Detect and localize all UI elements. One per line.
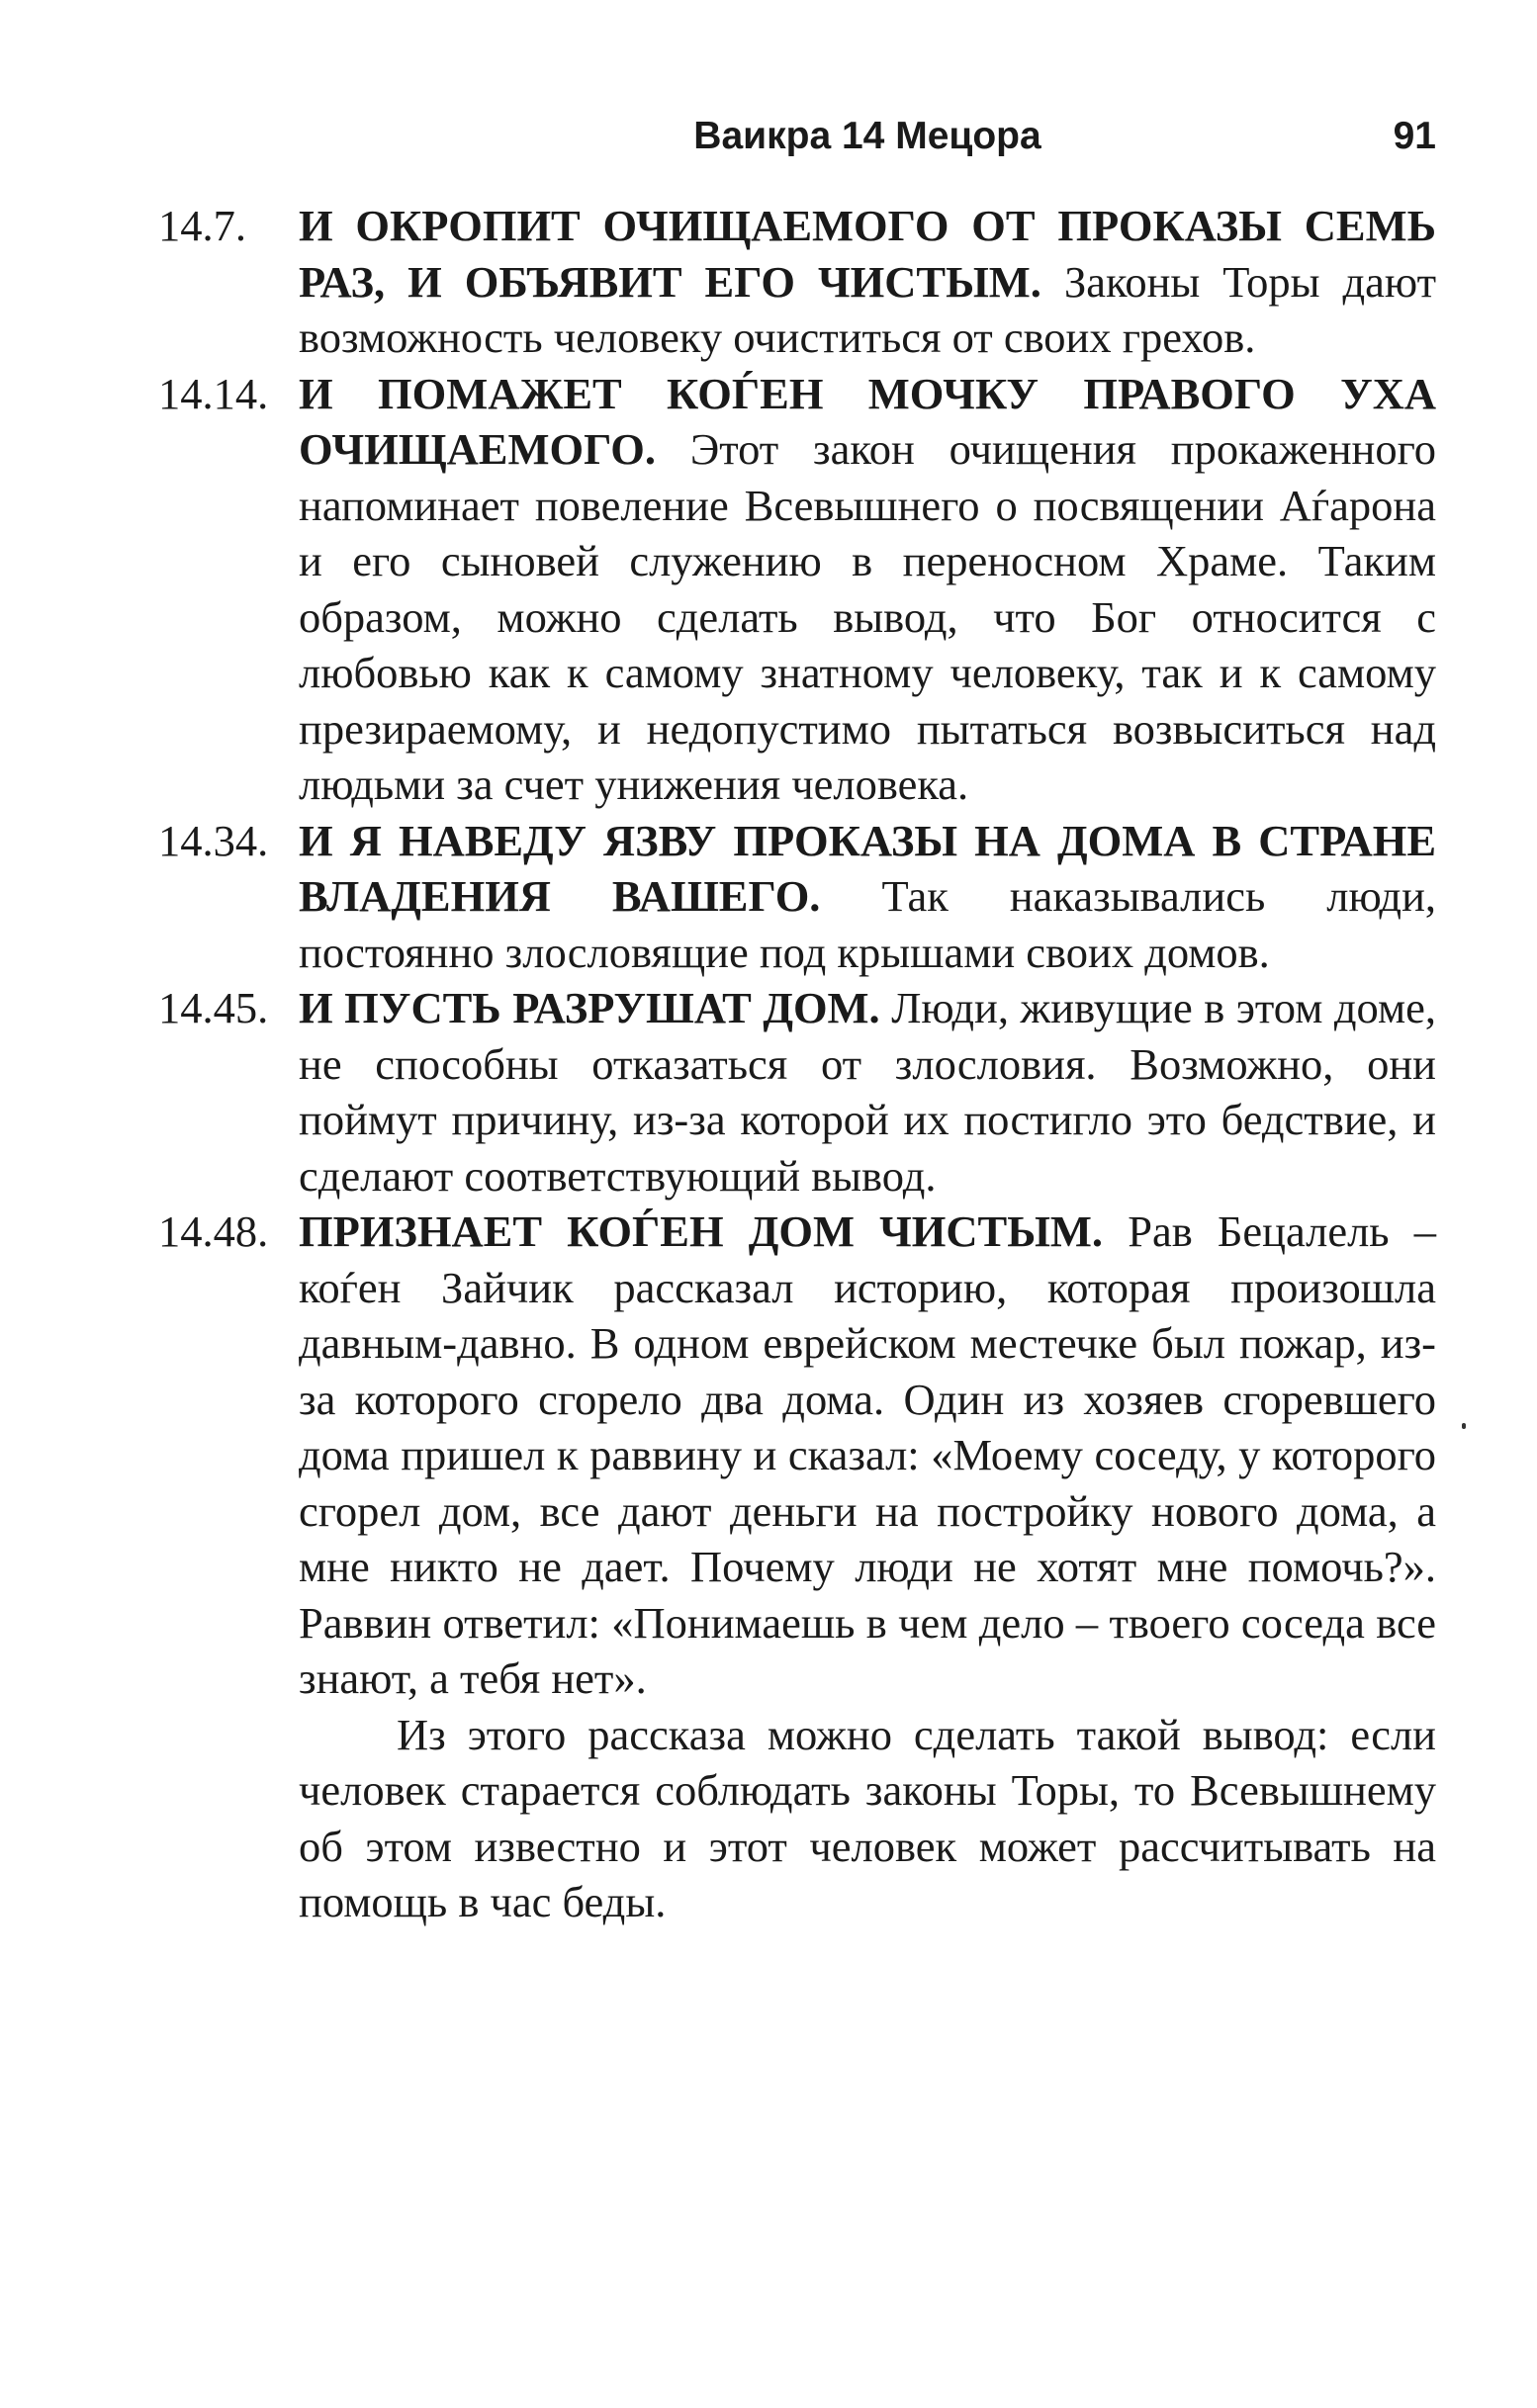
scan-speck — [1462, 1423, 1466, 1429]
verse-entry — [158, 1204, 1436, 1707]
verse-commentary: Этот закон очищения прокаженного напоминает повеление Всевышнего о посвящении Аѓарона и его сыновей служению в переносном Храме. Таким образом, можно сделать вывод, что Бог относится с любовью как к самому знатному человеку, так и к самому презираемому, и недопустимо пытаться возвыситься над людьми за счет унижения человека. — [299, 424, 1436, 809]
verse-commentary: Люди, живущие в этом доме, не способны отказаться от злословия. Возможно, они поймут причину, из-за которой их постигло это бедствие, и сделают соответствующий вывод. — [299, 983, 1436, 1201]
verse-number: 14.14. — [158, 368, 269, 418]
closing-paragraph: Из этого рассказа можно сделать такой вывод: если человек старается соблюдать законы Торы, то Всевышнему об этом известно и этот человек может рассчитывать на помощь в час беды. — [299, 1709, 1436, 1926]
verse-commentary: Рав Бецалель – коѓен Зайчик рассказал историю, которая произошла давным-давно. В одном еврейском местечке был пожар, из-за которого сгорело два дома. Один из хозяев сгоревшего дома пришел к раввину и сказал: «Моему соседу, у которого сгорел дом, все дают деньги на постройку нового дома, а мне никто не дает. Почему люди не хотят мне помочь?». Раввин ответил: «Понимаешь в чем дело – твоего соседа все знают, а тебя нет». — [299, 1206, 1437, 1703]
verse-number: 14.48. — [158, 1206, 269, 1256]
verse-lemma: ПРИЗНАЕТ КОЃЕН ДОМ ЧИСТЫМ. — [299, 1206, 1104, 1256]
verse-entry — [158, 813, 1436, 981]
verse-lemma: И Я НАВЕДУ ЯЗВУ ПРОКАЗЫ НА ДОМА В СТРАНЕ ВЛАДЕНИЯ ВАШЕГО. — [299, 815, 1436, 921]
verse-commentary: Законы Торы дают возможность человеку очиститься от своих грехов. — [299, 256, 1437, 362]
body-text — [158, 198, 1436, 1930]
verse-lemma: И ОКРОПИТ ОЧИЩАЕМОГО ОТ ПРОКАЗЫ СЕМЬ РАЗ, И ОБЪЯВИТ ЕГО ЧИСТЫМ. — [299, 201, 1436, 307]
verse-number: 14.7. — [158, 201, 246, 250]
header-title: Ваикра 14 Мецора — [693, 115, 1041, 157]
verse-lemma: И ПОМАЖЕТ КОЃЕН МОЧКУ ПРАВОГО УХА ОЧИЩАЕМОГО. — [299, 368, 1436, 474]
verse-number: 14.45. — [158, 983, 269, 1032]
page-number: 91 — [1393, 115, 1436, 157]
verse-entry — [158, 198, 1436, 366]
running-header — [299, 107, 1436, 166]
verse-number: 14.34. — [158, 815, 269, 865]
verse-lemma: И ПУСТЬ РАЗРУШАТ ДОМ. — [299, 983, 880, 1032]
verse-commentary: Так наказывались люди, постоянно злословящие под крышами своих домов. — [299, 871, 1437, 977]
verse-entry — [158, 366, 1436, 813]
verse-entry — [158, 980, 1436, 1204]
